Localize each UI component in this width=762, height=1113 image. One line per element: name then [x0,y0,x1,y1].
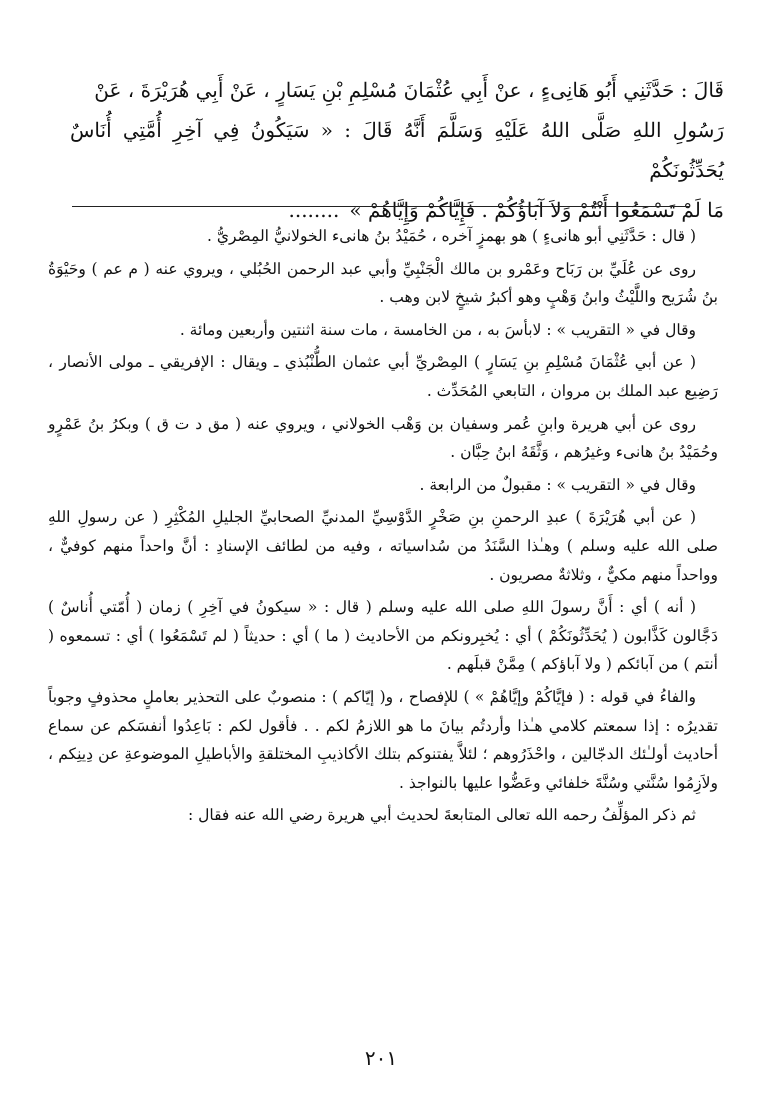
hadith-line-2: رَسُولِ اللهِ صَلَّى اللهُ عَلَيْهِ وَسَلَّمَ أَنَّهُ قَالَ : « سَيَكُونُ فِي آخِرِ أُمَّتِي أُنَاسٌ يُحَدِّثُونَكُمْ [70,118,724,182]
section-divider [72,206,690,207]
hadith-line-1: قَالَ : حَدَّثَنِي أَبُو هَانِىءٍ ، عنْ أَبِي عُثْمَانَ مُسْلِمِ بْنِ يَسَارٍ ، عَنْ أَبِي هُرَيْرَةَ ، عَنْ [94,78,724,102]
commentary-block [48,222,718,834]
hadith-ellipsis: ........ [288,198,340,222]
commentary-paragraph-5: روى عن أبي هريرة وابنِ عُمر وسفيان بن وَهْب الخولاني ، ويروي عنه ( مق د ت ق ) وبكرُ بنُ عَمْرٍو وحُمَيْدُ بنُ هانىء وغيرُهم ، وَثَّقَهُ ابنُ حِبَّان . [48,414,718,462]
commentary-paragraph-7: ( عن أبي هُرَيْرَةَ ) عبدِ الرحمنِ بنِ صَخْرٍ الدَّوْسِيِّ المدنيِّ الصحابيِّ الجليلِ المُكْثِرِ ( عن رسولِ اللهِ صلى الله عليه وسلم ) وهـٰذا السَّنَدُ من سُداسياته ، وفيه من لطائف الإسنادِ : أنَّ واحداً منهم كوفيٌّ ، وواحداً منهم مكيٌّ ، وثلاثةٌ مصريون . [48,508,718,584]
commentary-paragraph-2: روى عن عُلَيِّ بن رَبَاح وعَمْرو بن مالك الْجَنْبِيِّ وأبي عبد الرحمن الحُبُلي ، ويروي عنه ( م عم ) وحَيْوَةُ بنُ شُرَيح واللَّيْثُ وابنُ وَهْبٍ وهو أكبرُ شيخٍ لابن وهب . [48,259,718,307]
hadith-line-3-text: مَا لَمْ تَسْمَعُوا أَنْتُمْ وَلاَ آبَاؤُكُمْ . فَإِيَّاكُمْ وَإِيَّاهُمْ » [349,198,724,222]
commentary-paragraph-9: والفاءُ في قوله : ( فإيَّاكُمْ وإيَّاهُمْ » ) للإفصاح ، و( إيّاكم ) : منصوبٌ على التحذير بعاملٍ محذوفٍ وجوباً تقديرُه : إذا سمعتم كلامي هـٰذا وأردتُم بيانَ ما هو اللازمُ لكم . . فأقول لكم : بَاعِدُوا أنفسَكم عن سماع أحاديث أولـٰئك الدجّالين ، واحْذَرُوهم ؛ لئلاَّ يفتنوكم بتلك الأكاذيبِ المختلقةِ والأباطيلِ الموضوعةِ عن دِينِكم ، ولاَزِمُوا سُنَّتي وسُنَّةَ خلفائي وعَضُّوا عليها بالنواجذ . [48,687,718,792]
commentary-paragraph-6: وقال في « التقريب » : مقبولٌ من الرابعة . [419,475,696,494]
page-number: ٢٠١ [364,1046,398,1070]
commentary-paragraph-1: ( قال : حَدَّثَنِي أبو هانىءٍ ) هو بهمزٍ آخره ، حُمَيْدُ بنُ هانىء الخولانيُّ المِصْريُّ . [207,227,696,245]
commentary-paragraph-10: ثم ذكر المؤلِّفُ رحمه الله تعالى المتابعةَ لحديث أبي هريرة رضي الله عنه فقال : [187,806,696,825]
commentary-paragraph-4: ( عن أبي عُثْمَانَ مُسْلِمِ بنِ يَسَارٍ ) المِصْريِّ أبي عثمان الطُّنْبُذي ـ ويقال : الإفريقي ـ مولى الأنصار ، رَضِيع عبد الملك بن مروان ، التابعي المُحَدِّث . [48,353,718,400]
commentary-paragraph-8: ( أنه ) أي : أَنَّ رسولَ اللهِ صلى الله عليه وسلم ( قال : « سيكونُ في آخِرِ ) زمان ( أُمّتي أُناسٌ ) دَجَّالون كَذَّابون ( يُحَدِّثُونَكُمْ ) أي : يُخبِرونكم من الأحاديث ( ما ) أي : حديثاً ( لم تَسْمَعُوا ) أي : تسمعوه ( أنتم ) من آبائكم ( ولا آباؤكم ) مِمَّنْ قبلَهم . [48,598,718,674]
commentary-paragraph-3: وقال في « التقريب » : لابأسَ به ، من الخامسة ، مات سنة اثنتين وأربعين ومائة . [179,320,696,339]
